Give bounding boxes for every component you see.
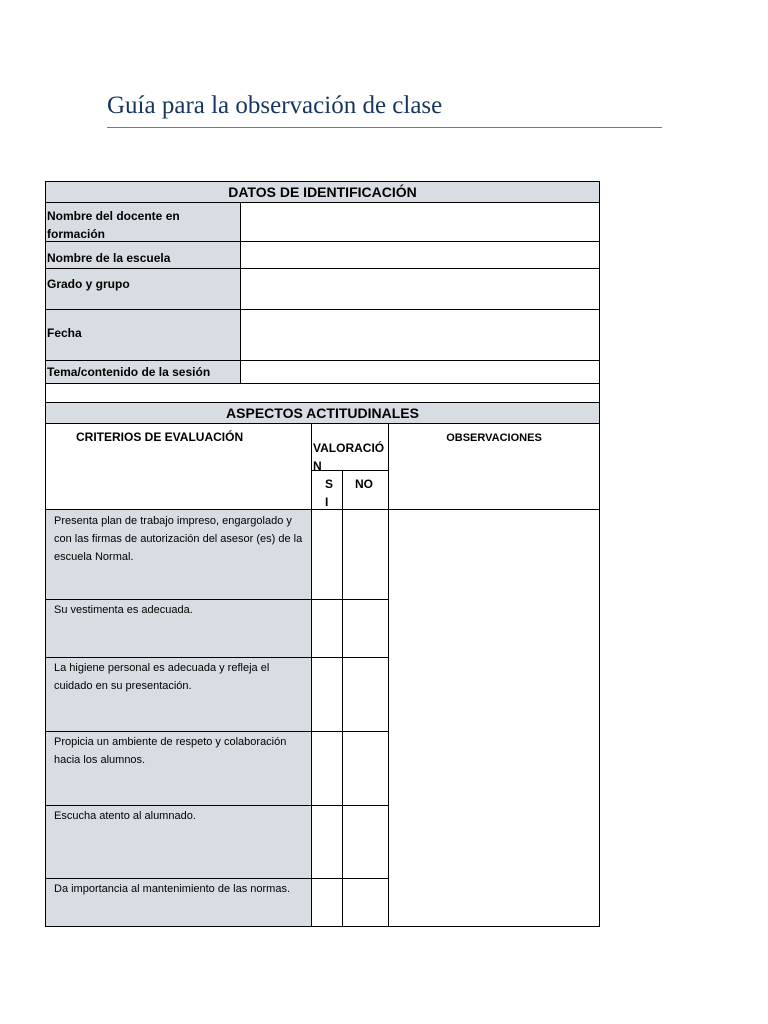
- school-name-field[interactable]: [240, 241, 600, 269]
- yes-cell-2[interactable]: [311, 599, 343, 658]
- school-name-label: Nombre de la escuela: [45, 241, 241, 269]
- criterion-row-3: La higiene personal es adecuada y refleja el cuidado en su presentación.: [45, 657, 312, 732]
- grade-group-label: Grado y grupo: [45, 268, 241, 310]
- session-topic-field[interactable]: [240, 360, 600, 384]
- yes-cell-4[interactable]: [311, 731, 343, 806]
- no-cell-5[interactable]: [342, 805, 389, 879]
- page-title: Guía para la observación de clase: [107, 92, 443, 119]
- no-cell-3[interactable]: [342, 657, 389, 732]
- no-cell-1[interactable]: [342, 509, 389, 600]
- identification-header: DATOS DE IDENTIFICACIÓN: [45, 181, 600, 203]
- yes-column-header: SI: [311, 470, 343, 510]
- observations-area[interactable]: [388, 509, 600, 927]
- criterion-row-1: Presenta plan de trabajo impreso, engargolado y con las firmas de autorización del asesor (es) de la escuela Normal.: [45, 509, 312, 600]
- yes-cell-5[interactable]: [311, 805, 343, 879]
- criterion-row-2: Su vestimenta es adecuada.: [45, 599, 312, 658]
- spacer-row: [45, 383, 600, 403]
- no-cell-6[interactable]: [342, 878, 389, 927]
- rating-column-header: VALORACIÓN: [311, 423, 389, 471]
- session-topic-label: Tema/contenido de la sesión: [45, 360, 241, 384]
- teacher-name-label: Nombre del docente en formación: [45, 202, 241, 242]
- criterion-row-6: Da importancia al mantenimiento de las normas.: [45, 878, 312, 927]
- no-column-header: NO: [342, 470, 389, 510]
- attitudinal-header: ASPECTOS ACTITUDINALES: [45, 402, 600, 424]
- criteria-column-header: CRITERIOS DE EVALUACIÓN: [45, 423, 312, 510]
- date-label: Fecha: [45, 309, 241, 361]
- observation-form: [45, 181, 600, 927]
- teacher-name-field[interactable]: [240, 202, 600, 242]
- title-underline: [107, 127, 662, 128]
- yes-cell-3[interactable]: [311, 657, 343, 732]
- grade-group-field[interactable]: [240, 268, 600, 310]
- criterion-row-5: Escucha atento al alumnado.: [45, 805, 312, 879]
- observations-column-header: OBSERVACIONES: [388, 423, 600, 510]
- yes-cell-1[interactable]: [311, 509, 343, 600]
- criterion-row-4: Propicia un ambiente de respeto y colaboración hacia los alumnos.: [45, 731, 312, 806]
- no-cell-4[interactable]: [342, 731, 389, 806]
- yes-cell-6[interactable]: [311, 878, 343, 927]
- no-cell-2[interactable]: [342, 599, 389, 658]
- date-field[interactable]: [240, 309, 600, 361]
